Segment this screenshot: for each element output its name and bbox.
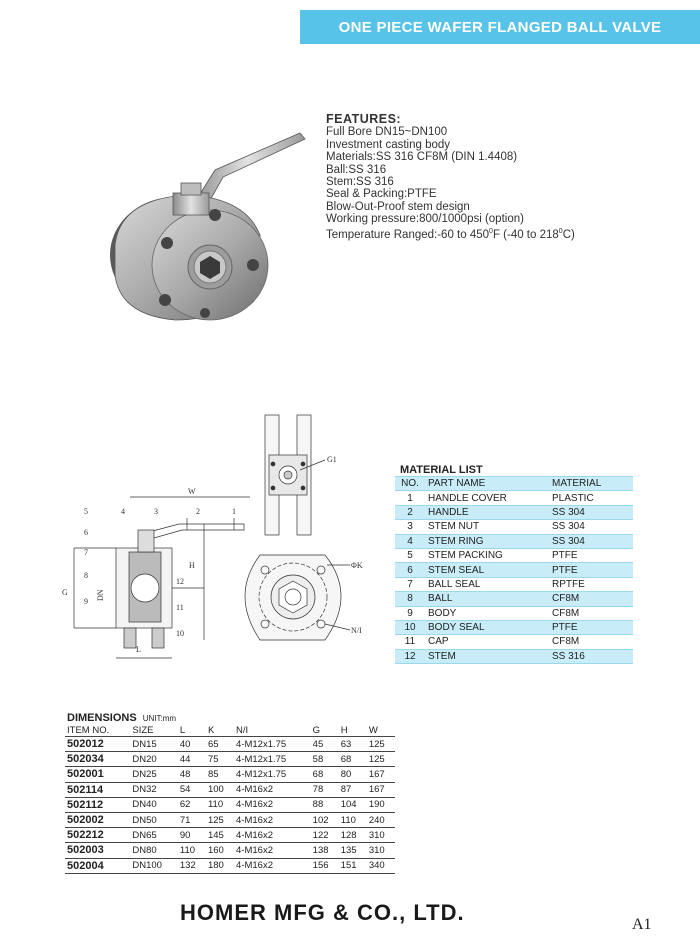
table-row: 2 HANDLE SS 304 xyxy=(395,505,633,519)
table-row: 1 HANDLE COVER PLASTIC xyxy=(395,491,633,505)
feature-line-temperature: Temperature Ranged:-60 to $450^0F$ (-40 to $218^0C$) xyxy=(326,227,575,241)
svg-text:N/I: N/I xyxy=(351,626,362,635)
column-header: PART NAME xyxy=(425,477,549,491)
top-view-drawing xyxy=(255,410,345,540)
header-title: ONE PIECE WAFER FLANGED BALL VALVE xyxy=(338,18,662,36)
feature-line: Investment casting body xyxy=(326,138,451,151)
svg-text:H: H xyxy=(189,561,195,570)
svg-text:9: 9 xyxy=(84,597,88,606)
page-number: A1 xyxy=(632,916,652,933)
svg-text:G1: G1 xyxy=(327,455,337,464)
table-header-row xyxy=(395,477,633,491)
features-block xyxy=(326,113,575,241)
column-header: L xyxy=(178,725,206,737)
header-banner xyxy=(300,10,700,44)
table-row: 9 BODY CF8M xyxy=(395,606,633,620)
table-row: 6 STEM SEAL PTFE xyxy=(395,563,633,577)
feature-line: Seal & Packing:PTFE xyxy=(326,188,437,201)
svg-text:1: 1 xyxy=(232,507,236,516)
company-name: HOMER MFG & CO., LTD. xyxy=(180,900,465,925)
section-drawing xyxy=(54,480,254,670)
table-row: 4 STEM RING SS 304 xyxy=(395,534,633,548)
table-row: 502114 DN32 54 100 4-M16x2 78 87 167 xyxy=(65,782,395,797)
svg-text:7: 7 xyxy=(84,548,88,557)
table-row: 12 STEM SS 316 xyxy=(395,649,633,663)
column-header: K xyxy=(206,725,234,737)
dimensions-title: DIMENSIONS UNIT:mm xyxy=(67,712,177,724)
table-header-row xyxy=(65,725,395,737)
table-row: 502012 DN15 40 65 4-M12x1.75 45 63 125 xyxy=(65,737,395,752)
material-list-table xyxy=(395,476,633,664)
column-header: N/I xyxy=(234,725,311,737)
table-row: 10 BODY SEAL PTFE xyxy=(395,620,633,634)
table-row: 8 BALL CF8M xyxy=(395,592,633,606)
valve-photo xyxy=(95,115,325,335)
svg-text:3: 3 xyxy=(154,507,158,516)
svg-text:2: 2 xyxy=(196,507,200,516)
unit-label: UNIT:mm xyxy=(142,714,177,723)
table-row: 5 STEM PACKING PTFE xyxy=(395,548,633,562)
svg-text:12: 12 xyxy=(176,577,184,586)
svg-text:4: 4 xyxy=(121,507,125,516)
front-view-drawing xyxy=(235,540,375,650)
svg-text:10: 10 xyxy=(176,629,184,638)
feature-line: Full Bore DN15~DN100 xyxy=(326,126,448,139)
material-list-title: MATERIAL LIST xyxy=(400,464,483,476)
table-row: 502112 DN40 62 110 4-M16x2 88 104 190 xyxy=(65,797,395,812)
table-row: 502002 DN50 71 125 4-M16x2 102 110 240 xyxy=(65,812,395,827)
table-row: 502212 DN65 90 145 4-M16x2 122 128 310 xyxy=(65,828,395,843)
features-title: FEATURES: xyxy=(326,112,402,126)
column-header: H xyxy=(339,725,367,737)
column-header: ITEM NO. xyxy=(65,725,130,737)
column-header: SIZE xyxy=(130,725,177,737)
svg-text:DN: DN xyxy=(96,589,105,601)
column-header: NO. xyxy=(395,477,425,491)
feature-line: Blow-Out-Proof stem design xyxy=(326,200,470,213)
feature-line: Materials:SS 316 CF8M (DIN 1.4408) xyxy=(326,151,518,164)
feature-line: Ball:SS 316 xyxy=(326,163,387,176)
column-header: MATERIAL xyxy=(549,477,633,491)
svg-text:6: 6 xyxy=(84,528,88,537)
svg-text:L: L xyxy=(136,645,141,654)
dim-label: W xyxy=(188,487,196,496)
table-row: 502004 DN100 132 180 4-M16x2 156 151 340 xyxy=(65,858,395,873)
dimensions-table xyxy=(65,725,395,874)
svg-text:G: G xyxy=(62,588,68,597)
column-header: G xyxy=(311,725,339,737)
svg-text:5: 5 xyxy=(84,507,88,516)
table-row: 502001 DN25 48 85 4-M12x1.75 68 80 167 xyxy=(65,767,395,782)
svg-text:8: 8 xyxy=(84,571,88,580)
table-row: 11 CAP CF8M xyxy=(395,635,633,649)
table-row: 3 STEM NUT SS 304 xyxy=(395,520,633,534)
svg-text:11: 11 xyxy=(176,603,184,612)
table-row: 7 BALL SEAL RPTFE xyxy=(395,577,633,591)
svg-text:ΦK: ΦK xyxy=(351,561,363,570)
table-row: 502034 DN20 44 75 4-M12x1.75 58 68 125 xyxy=(65,752,395,767)
feature-line: Stem:SS 316 xyxy=(326,176,394,189)
table-row: 502003 DN80 110 160 4-M16x2 138 135 310 xyxy=(65,843,395,858)
column-header: W xyxy=(367,725,395,737)
feature-line: Working pressure:800/1000psi (option) xyxy=(326,213,524,226)
